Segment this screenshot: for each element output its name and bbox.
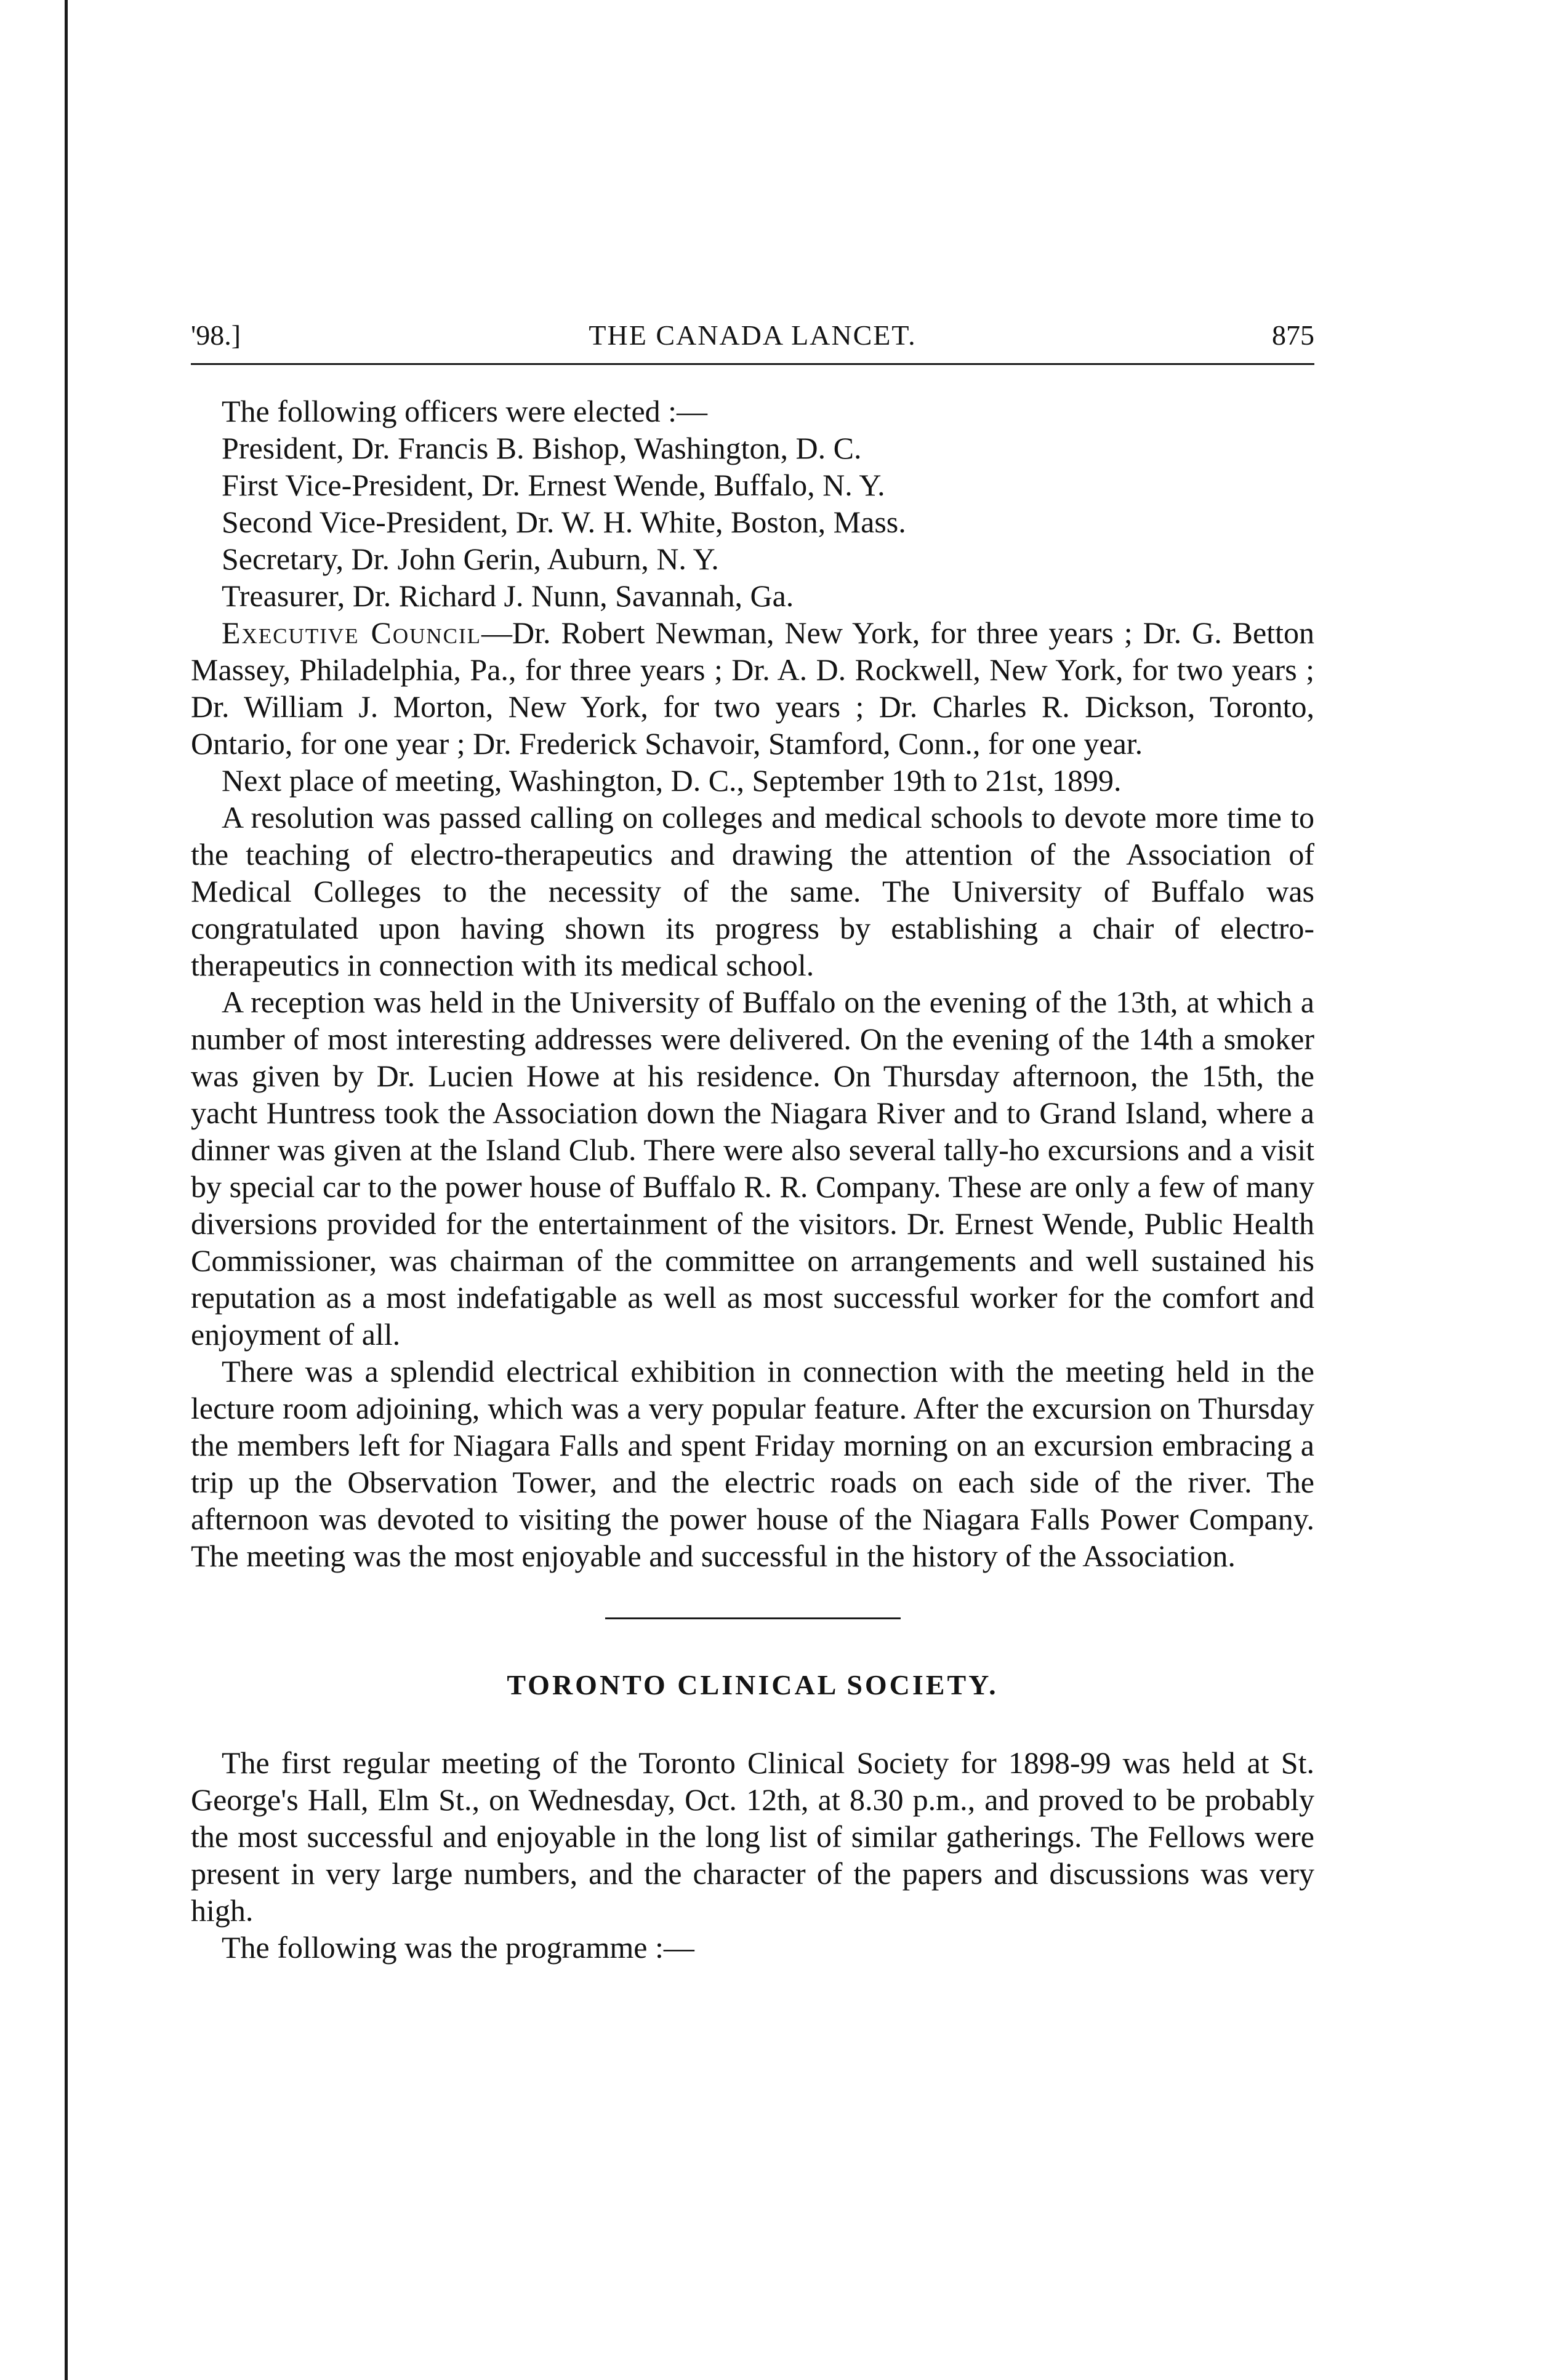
- running-head-title: THE CANADA LANCET.: [589, 319, 917, 351]
- reception-paragraph: A reception was held in the University of Buffalo on the evening of the 13th, at which a number of most interesting addresses were delivered. On the evening of the 14th a smoker was given by Dr. Lucien Howe at his residence. On Thursday afternoon, the 15th, the yacht Huntress took the Association down the Niagara River and to Grand Island, where a dinner was given at the Island Club. There were also several tally-ho excursions and a visit by special car to the power house of Buffalo R. R. Company. These are only a few of many diversions provided for the entertainment of the visitors. Dr. Ernest Wende, Public Health Commissioner, was chairman of the committee on arrangements and well sustained his reputation as a most indefatigable as well as most successful worker for the comfort and enjoyment of all.: [191, 985, 1314, 1352]
- resolution-paragraph: A resolution was passed calling on colleges and medical schools to devote more time to the teaching of electro-therapeutics and drawing the attention of the Association of Medical Colleges to the necessity of the same. The University of Buffalo was congratulated upon having shown its progress by establishing a chair of electro-therapeutics in connection with its medical school.: [191, 800, 1314, 982]
- executive-council-paragraph: [191, 614, 1314, 762]
- officer-treasurer: Treasurer, Dr. Richard J. Nunn, Savannah, Ga.: [222, 579, 794, 613]
- exhibition-paragraph: There was a splendid electrical exhibition in connection with the meeting held in the lecture room adjoining, which was a very popular feature. After the excursion on Thursday the members left for Niagara Falls and spent Friday morning on an excursion embracing a trip up the Observation Tower, and the electric roads on each side of the river. The afternoon was devoted to visiting the power house of the Niagara Falls Power Company. The meeting was the most enjoyable and successful in the history of the Association.: [191, 1354, 1314, 1573]
- officer-president: President, Dr. Francis B. Bishop, Washington, D. C.: [222, 431, 862, 465]
- section-divider: [605, 1617, 901, 1619]
- officer-secretary: Secretary, Dr. John Gerin, Auburn, N. Y.: [222, 542, 719, 576]
- officers-intro: The following officers were elected :—: [222, 394, 708, 428]
- programme-intro: The following was the programme :—: [222, 1930, 694, 1965]
- executive-council-label: Executive Council: [222, 615, 482, 650]
- running-head-rule: [191, 363, 1314, 365]
- running-head-year: '98.]: [191, 319, 241, 351]
- officer-first-vice-president: First Vice-President, Dr. Ernest Wende, Buffalo, N. Y.: [222, 468, 885, 502]
- section-heading: TORONTO CLINICAL SOCIETY.: [507, 1669, 999, 1701]
- officer-second-vice-president: Second Vice-President, Dr. W. H. White, Boston, Mass.: [222, 505, 906, 539]
- running-head: [191, 308, 1314, 363]
- journal-page: [191, 308, 1314, 1966]
- next-meeting-paragraph: Next place of meeting, Washington, D. C., September 19th to 21st, 1899.: [222, 763, 1122, 798]
- page-edge-rule: [65, 0, 68, 2380]
- page-number: 875: [1272, 319, 1314, 351]
- executive-council-text: —Dr. Robert Newman, New York, for three years ; Dr. G. Betton Massey, Philadelphia, Pa., for three years ; Dr. A. D. Rockwell, New York, for two years ; Dr. William J. Morton, New York, for two years ; Dr. Charles R. Dickson, Toronto, Ontario, for one year ; Dr. Frederick Schavoir, Stamford, Conn., for one year.: [191, 615, 1314, 761]
- clinical-society-paragraph: The first regular meeting of the Toronto Clinical Society for 1898-99 was held at St. George's Hall, Elm St., on Wednesday, Oct. 12th, at 8.30 p.m., and proved to be probably the most successful and enjoyable in the long list of similar gatherings. The Fellows were present in very large numbers, and the character of the papers and discussions was very high.: [191, 1745, 1314, 1928]
